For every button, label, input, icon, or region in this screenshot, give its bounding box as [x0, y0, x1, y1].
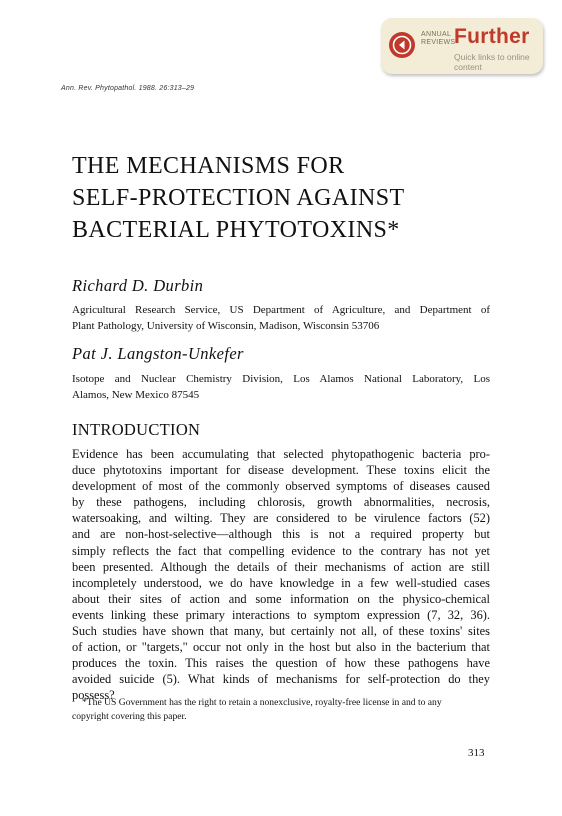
page-number: 313 — [468, 747, 485, 759]
body-line: possess? — [72, 688, 115, 703]
body-line: of action, or "targets," occur not only in the host but also in the bacterium that — [72, 640, 490, 655]
title-line-2: SELF-PROTECTION AGAINST — [72, 185, 405, 211]
play-arrow-icon[interactable] — [389, 32, 415, 58]
affiliation-2-line-2: Alamos, New Mexico 87545 — [72, 389, 200, 401]
affiliation-2-line-1: Isotope and Nuclear Chemistry Division, Los Alamos National Laboratory, Los — [72, 373, 490, 385]
section-heading: INTRODUCTION — [72, 420, 201, 439]
introduction-paragraph — [72, 446, 490, 704]
author-affiliation-2 — [72, 371, 490, 403]
body-line: Evidence has been accumulating that selected phytopathogenic bacteria pro- — [72, 447, 490, 461]
footnote — [72, 696, 490, 724]
body-line: by these pathogens, including chlorosis, growth abnormalities, necrosis, — [72, 495, 490, 510]
body-line: events linking these primary interactions to symptom expression (7, 32, 36). — [72, 607, 490, 622]
body-line: and are non-host-selective—although this is not a required property but — [72, 527, 490, 542]
publisher-line-1: ANNUAL — [421, 31, 452, 38]
body-line: watersoaking, and wilting. They are considered to be virulence factors (52) — [72, 511, 490, 526]
body-line: produces the toxin. This raises the question of how these pathogens have — [72, 656, 490, 671]
further-title[interactable]: Further — [454, 25, 530, 48]
title-line-3: BACTERIAL PHYTOTOXINS* — [72, 217, 400, 243]
body-line: incompletely understood, we do have knowledge in a few well-studied cases — [72, 575, 490, 590]
author-affiliation-1 — [72, 302, 490, 334]
body-line: about their sites of action and some information on the physico-chemical — [72, 591, 490, 606]
title-line-1: THE MECHANISMS FOR — [72, 153, 345, 179]
publisher-line-2: REVIEWS — [421, 39, 456, 46]
body-line: development of most of the commonly observed symptoms of diseases caused — [72, 479, 490, 494]
body-line: duce phytotoxins important for disease development. These toxins elicit the — [72, 463, 490, 478]
affiliation-1-line-2: Plant Pathology, University of Wisconsin, Madison, Wisconsin 53706 — [72, 320, 380, 332]
body-line: been presented. Although the details of their mechanisms of action are still — [72, 559, 490, 574]
publisher-logo-text — [421, 31, 455, 47]
article-title — [72, 150, 405, 246]
further-subtitle[interactable]: Quick links to online content — [454, 52, 530, 72]
journal-reference: Ann. Rev. Phytopathol. 1988. 26:313–29 — [61, 85, 195, 92]
body-line: Such studies have shown that many, but certainly not all, of these toxins' sites — [72, 624, 490, 639]
body-line: avoided suicide (5). What kinds of mechanisms for self-protection do they — [72, 672, 490, 687]
affiliation-1-line-1: Agricultural Research Service, US Department of Agriculture, and Department of — [72, 304, 490, 316]
annual-reviews-further-badge[interactable] — [381, 18, 543, 74]
footnote-line-1: *The US Government has the right to retain a nonexclusive, royalty-free license in and to any — [82, 697, 442, 708]
body-line: simply reflects the fact that compelling evidence to the contrary has not yet — [72, 543, 490, 558]
footnote-line-2: copyright covering this paper. — [72, 711, 187, 722]
author-name-2: Pat J. Langston-Unkefer — [72, 344, 244, 363]
author-name-1: Richard D. Durbin — [72, 276, 204, 295]
